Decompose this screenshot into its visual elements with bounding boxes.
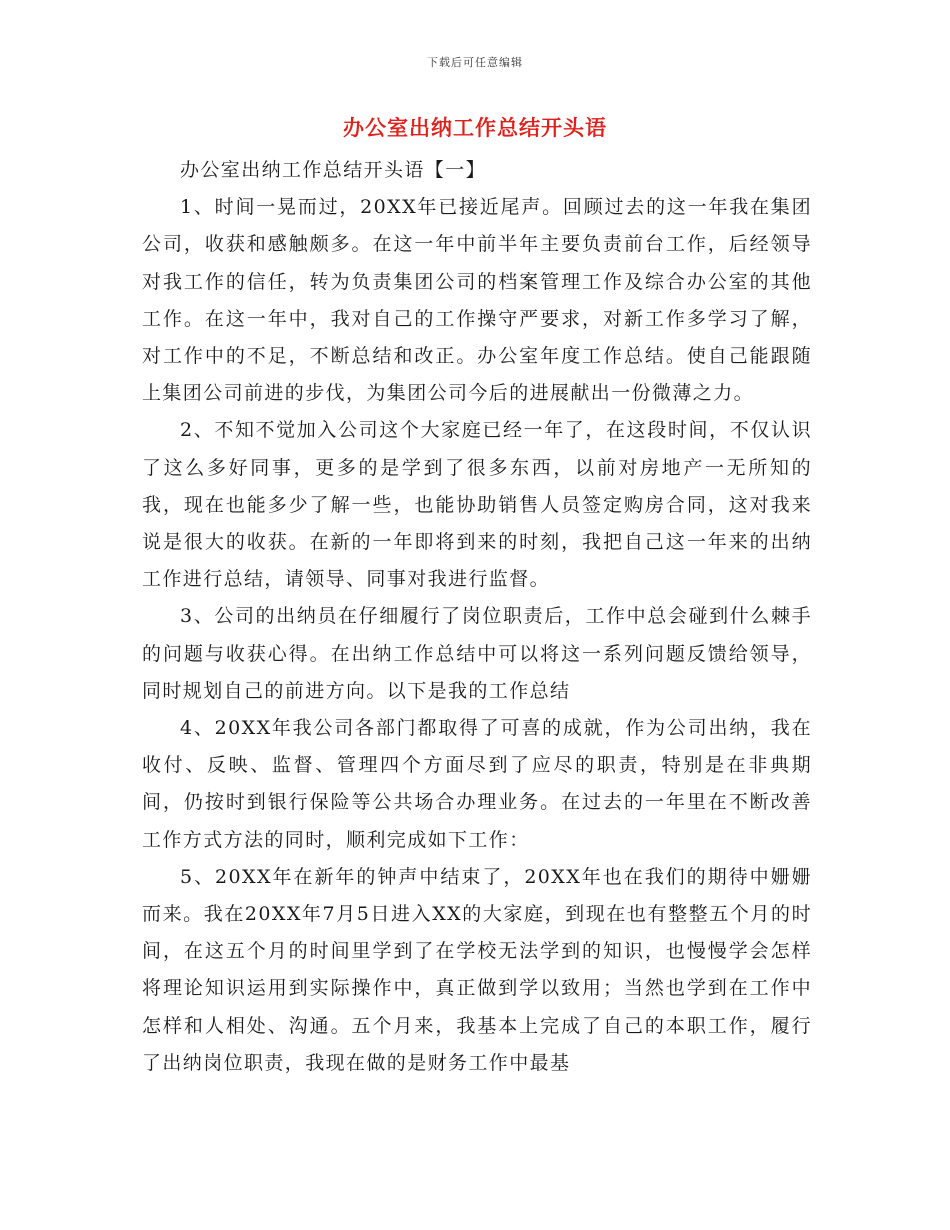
paragraph-2: 2、不知不觉加入公司这个大家庭已经一年了，在这段时间，不仅认识了这么多好同事，更多的是学到了很多东西，以前对房地产一无所知的我，现在也能多少了解一些，也能协助销售人员签定购房合同，这对我来说是很大的收获。在新的一年即将到来的时刻，我把自己这一年来的出纳工作进行总结，请领导、同事对我进行监督。 (142, 419, 812, 591)
paragraph-1: 1、时间一晃而过，20XX年已接近尾声。回顾过去的这一年我在集团公司，收获和感触颇多。在这一年中前半年主要负责前台工作，后经领导对我工作的信任，转为负责集团公司的档案管理工作及综合办公室的其他工作。在这一年中，我对自己的工作操守严要求，对新工作多学习了解，对工作中的不足，不断总结和改正。办公室年度工作总结。使自己能跟随上集团公司前进的步伐，为集团公司今后的进展献出一份微薄之力。 (142, 196, 812, 405)
section-heading: 办公室出纳工作总结开头语【一】 (180, 159, 487, 181)
page-header-note: 下载后可任意编辑 (427, 56, 523, 69)
paragraph-3: 3、公司的出纳员在仔细履行了岗位职责后，工作中总会碰到什么棘手的问题与收获心得。在出纳工作总结中可以将这一系列问题反馈给领导，同时规划自己的前进方向。以下是我的工作总结 (142, 605, 812, 702)
document-body (142, 152, 812, 1082)
paragraph-5: 5、20XX年在新年的钟声中结束了，20XX年也在我们的期待中姗姗而来。我在20XX年7月5日进入XX的大家庭，到现在也有整整五个月的时间，在这五个月的时间里学到了在学校无法学到的知识，也慢慢学会怎样将理论知识运用到实际操作中，真正做到学以致用；当然也学到在工作中怎样和人相处、沟通。五个月来，我基本上完成了自己的本职工作，履行了出纳岗位职责，我现在做的是财务工作中最基 (142, 865, 812, 1074)
paragraph-4: 4、20XX年我公司各部门都取得了可喜的成就，作为公司出纳，我在收付、反映、监督、管理四个方面尽到了应尽的职责，特别是在非典期间，仍按时到银行保险等公共场合办理业务。在过去的一年里在不断改善工作方式方法的同时，顺利完成如下工作： (142, 717, 812, 851)
document-title: 办公室出纳工作总结开头语 (343, 115, 607, 140)
